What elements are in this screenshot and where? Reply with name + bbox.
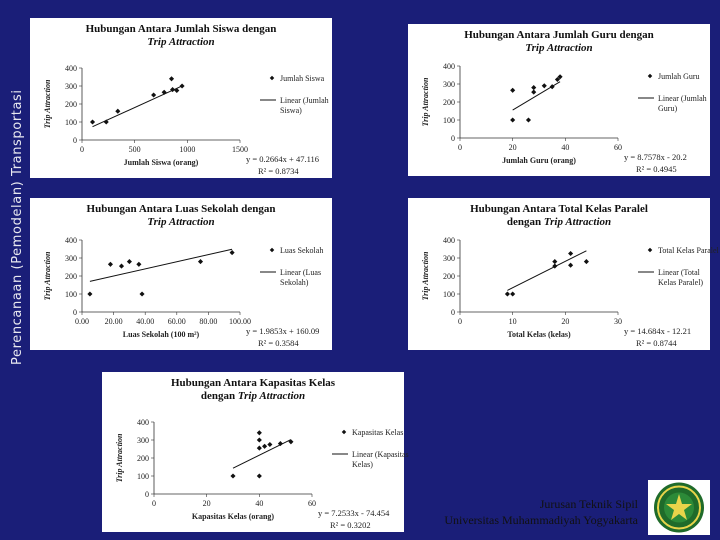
data-point xyxy=(115,109,120,114)
x-tick-label: 60 xyxy=(614,143,622,152)
data-point xyxy=(136,262,141,267)
chart-panel-luas-sekolah xyxy=(30,198,332,350)
data-point xyxy=(90,119,95,124)
x-tick-label: 40.00 xyxy=(136,317,155,326)
legend-label-linear: Linear (Total Kelas Paralel) xyxy=(658,268,704,287)
data-point xyxy=(267,442,272,447)
chart-panel-kapasitas-kelas xyxy=(102,372,409,532)
y-tick-label: 100 xyxy=(65,118,77,127)
x-axis-label: Luas Sekolah (100 m²) xyxy=(122,330,200,339)
legend-marker-points xyxy=(648,74,653,79)
y-tick-label: 200 xyxy=(137,454,149,463)
footer-department: Jurusan Teknik Sipil xyxy=(539,497,638,511)
y-tick-label: 100 xyxy=(443,290,455,299)
y-tick-label: 400 xyxy=(65,64,77,73)
data-point xyxy=(87,291,92,296)
x-axis-label: Jumlah Siswa (orang) xyxy=(123,158,199,167)
y-axis-label: Trip Attraction xyxy=(421,251,430,301)
y-tick-label: 0 xyxy=(73,308,77,317)
data-point xyxy=(180,83,185,88)
y-tick-label: 400 xyxy=(65,236,77,245)
y-tick-label: 300 xyxy=(65,254,77,263)
x-axis-label: Jumlah Guru (orang) xyxy=(502,156,576,165)
legend-marker-points xyxy=(270,248,275,253)
legend-label-linear: Linear (Jumlah Guru) xyxy=(658,94,707,113)
y-tick-label: 300 xyxy=(137,436,149,445)
legend-marker-points xyxy=(342,430,347,435)
y-axis-label: Trip Attraction xyxy=(43,251,52,301)
y-tick-label: 0 xyxy=(73,136,77,145)
chart-subtitle: Trip Attraction xyxy=(147,216,215,228)
x-tick-label: 500 xyxy=(128,145,141,154)
chart-svg xyxy=(30,198,332,350)
legend-label-points: Luas Sekolah xyxy=(280,246,324,255)
chart-subtitle: Trip Attraction xyxy=(147,36,215,48)
legend-label-points: Jumlah Guru xyxy=(658,72,700,81)
r-squared: R² = 0.8744 xyxy=(636,338,677,348)
x-axis-label: Kapasitas Kelas (orang) xyxy=(191,512,275,521)
y-tick-label: 400 xyxy=(443,236,455,245)
legend-label-points: Kapasitas Kelas xyxy=(352,428,404,437)
y-tick-label: 200 xyxy=(65,272,77,281)
data-point xyxy=(257,437,262,442)
r-squared: R² = 0.3202 xyxy=(330,520,371,530)
y-axis-label: Trip Attraction xyxy=(421,77,430,127)
y-tick-label: 400 xyxy=(137,418,149,427)
x-tick-label: 20 xyxy=(508,143,517,152)
data-point xyxy=(542,83,547,88)
x-tick-label: 0 xyxy=(80,145,84,154)
x-tick-label: 60 xyxy=(308,499,316,508)
data-point xyxy=(510,291,515,296)
data-point xyxy=(230,473,235,478)
x-tick-label: 20 xyxy=(202,499,211,508)
regression-equation: y = 0.2664x + 47.116 xyxy=(246,154,320,164)
regression-equation: y = 8.7578x - 20.2 xyxy=(624,152,687,162)
y-tick-label: 300 xyxy=(443,80,455,89)
data-point xyxy=(257,473,262,478)
data-point xyxy=(257,430,262,435)
y-tick-label: 0 xyxy=(451,134,455,143)
y-tick-label: 100 xyxy=(137,472,149,481)
x-tick-label: 100.00 xyxy=(229,317,251,326)
data-point xyxy=(230,250,235,255)
y-tick-label: 300 xyxy=(65,82,77,91)
data-point xyxy=(552,259,557,264)
regression-equation: y = 14.684x - 12.21 xyxy=(624,326,692,336)
x-tick-label: 40 xyxy=(255,499,264,508)
r-squared: R² = 0.4945 xyxy=(636,164,677,174)
x-tick-label: 0.00 xyxy=(75,317,89,326)
side-title: Perencanaan (Pemodelan) Transportasi xyxy=(10,89,25,365)
chart-panel-total-kelas xyxy=(408,198,719,350)
data-point xyxy=(568,251,573,256)
y-tick-label: 400 xyxy=(443,62,455,71)
data-point xyxy=(262,444,267,449)
data-point xyxy=(108,262,113,267)
footer-university: Universitas Muhammadiyah Yogyakarta xyxy=(444,513,638,527)
data-point xyxy=(257,446,262,451)
legend-label-linear: Linear (Jumlah Siswa) xyxy=(280,96,329,115)
university-logo xyxy=(648,480,710,535)
data-point xyxy=(510,117,515,122)
y-tick-label: 300 xyxy=(443,254,455,263)
regression-equation: y = 7.2533x - 74.454 xyxy=(318,508,390,518)
chart-title: Hubungan Antara Total Kelas Paralel xyxy=(470,203,648,215)
y-tick-label: 0 xyxy=(145,490,149,499)
data-point xyxy=(162,90,167,95)
trendline xyxy=(507,251,586,291)
data-point xyxy=(584,259,589,264)
y-tick-label: 100 xyxy=(65,290,77,299)
x-tick-label: 60.00 xyxy=(167,317,186,326)
data-point xyxy=(531,85,536,90)
data-point xyxy=(505,291,510,296)
data-point xyxy=(151,92,156,97)
legend-label-linear: Linear (Luas Sekolah) xyxy=(280,268,322,287)
legend-label-linear: Linear (Kapasitas Kelas) xyxy=(352,450,409,469)
r-squared: R² = 0.8734 xyxy=(258,166,299,176)
x-tick-label: 20 xyxy=(561,317,570,326)
chart-svg xyxy=(408,198,719,350)
x-axis-label: Total Kelas (kelas) xyxy=(507,330,571,339)
chart-subtitle: Trip Attraction xyxy=(525,42,593,54)
data-point xyxy=(139,291,144,296)
legend-marker-points xyxy=(648,248,653,253)
x-tick-label: 0 xyxy=(458,317,462,326)
data-point xyxy=(119,264,124,269)
legend-label-points: Jumlah Siswa xyxy=(280,74,325,83)
y-axis-label: Trip Attraction xyxy=(115,433,124,483)
data-point xyxy=(169,76,174,81)
legend-label-points: Total Kelas Paralel xyxy=(658,246,719,255)
legend-marker-points xyxy=(270,76,275,81)
r-squared: R² = 0.3584 xyxy=(258,338,299,348)
x-tick-label: 10 xyxy=(508,317,517,326)
data-point xyxy=(531,90,536,95)
x-tick-label: 20.00 xyxy=(104,317,123,326)
y-tick-label: 200 xyxy=(443,98,455,107)
data-point xyxy=(127,259,132,264)
x-tick-label: 1000 xyxy=(179,145,196,154)
y-tick-label: 0 xyxy=(451,308,455,317)
y-tick-label: 100 xyxy=(443,116,455,125)
chart-panel-jumlah-guru xyxy=(408,24,710,176)
chart-svg xyxy=(102,372,409,532)
chart-title: Hubungan Antara Jumlah Siswa dengan xyxy=(85,23,277,35)
x-tick-label: 80.00 xyxy=(199,317,218,326)
chart-title: Hubungan Antara Luas Sekolah dengan xyxy=(86,203,276,215)
y-axis-label: Trip Attraction xyxy=(43,79,52,129)
chart-svg xyxy=(30,18,332,178)
x-tick-label: 40 xyxy=(561,143,570,152)
y-tick-label: 200 xyxy=(443,272,455,281)
data-point xyxy=(568,263,573,268)
chart-title: Hubungan Antara Jumlah Guru dengan xyxy=(464,29,654,41)
chart-title: Hubungan Antara Kapasitas Kelas xyxy=(170,377,336,389)
chart-subtitle: dengan Trip Attraction xyxy=(200,390,306,402)
regression-equation: y = 1.9853x + 160.09 xyxy=(246,326,320,336)
data-point xyxy=(510,88,515,93)
x-tick-label: 1500 xyxy=(232,145,248,154)
chart-subtitle: dengan Trip Attraction xyxy=(506,216,612,228)
x-tick-label: 0 xyxy=(458,143,462,152)
y-tick-label: 200 xyxy=(65,100,77,109)
data-point xyxy=(198,259,203,264)
chart-panel-jumlah-siswa xyxy=(30,18,332,178)
x-tick-label: 0 xyxy=(152,499,156,508)
x-tick-label: 30 xyxy=(614,317,622,326)
chart-svg xyxy=(408,24,710,176)
data-point xyxy=(526,117,531,122)
